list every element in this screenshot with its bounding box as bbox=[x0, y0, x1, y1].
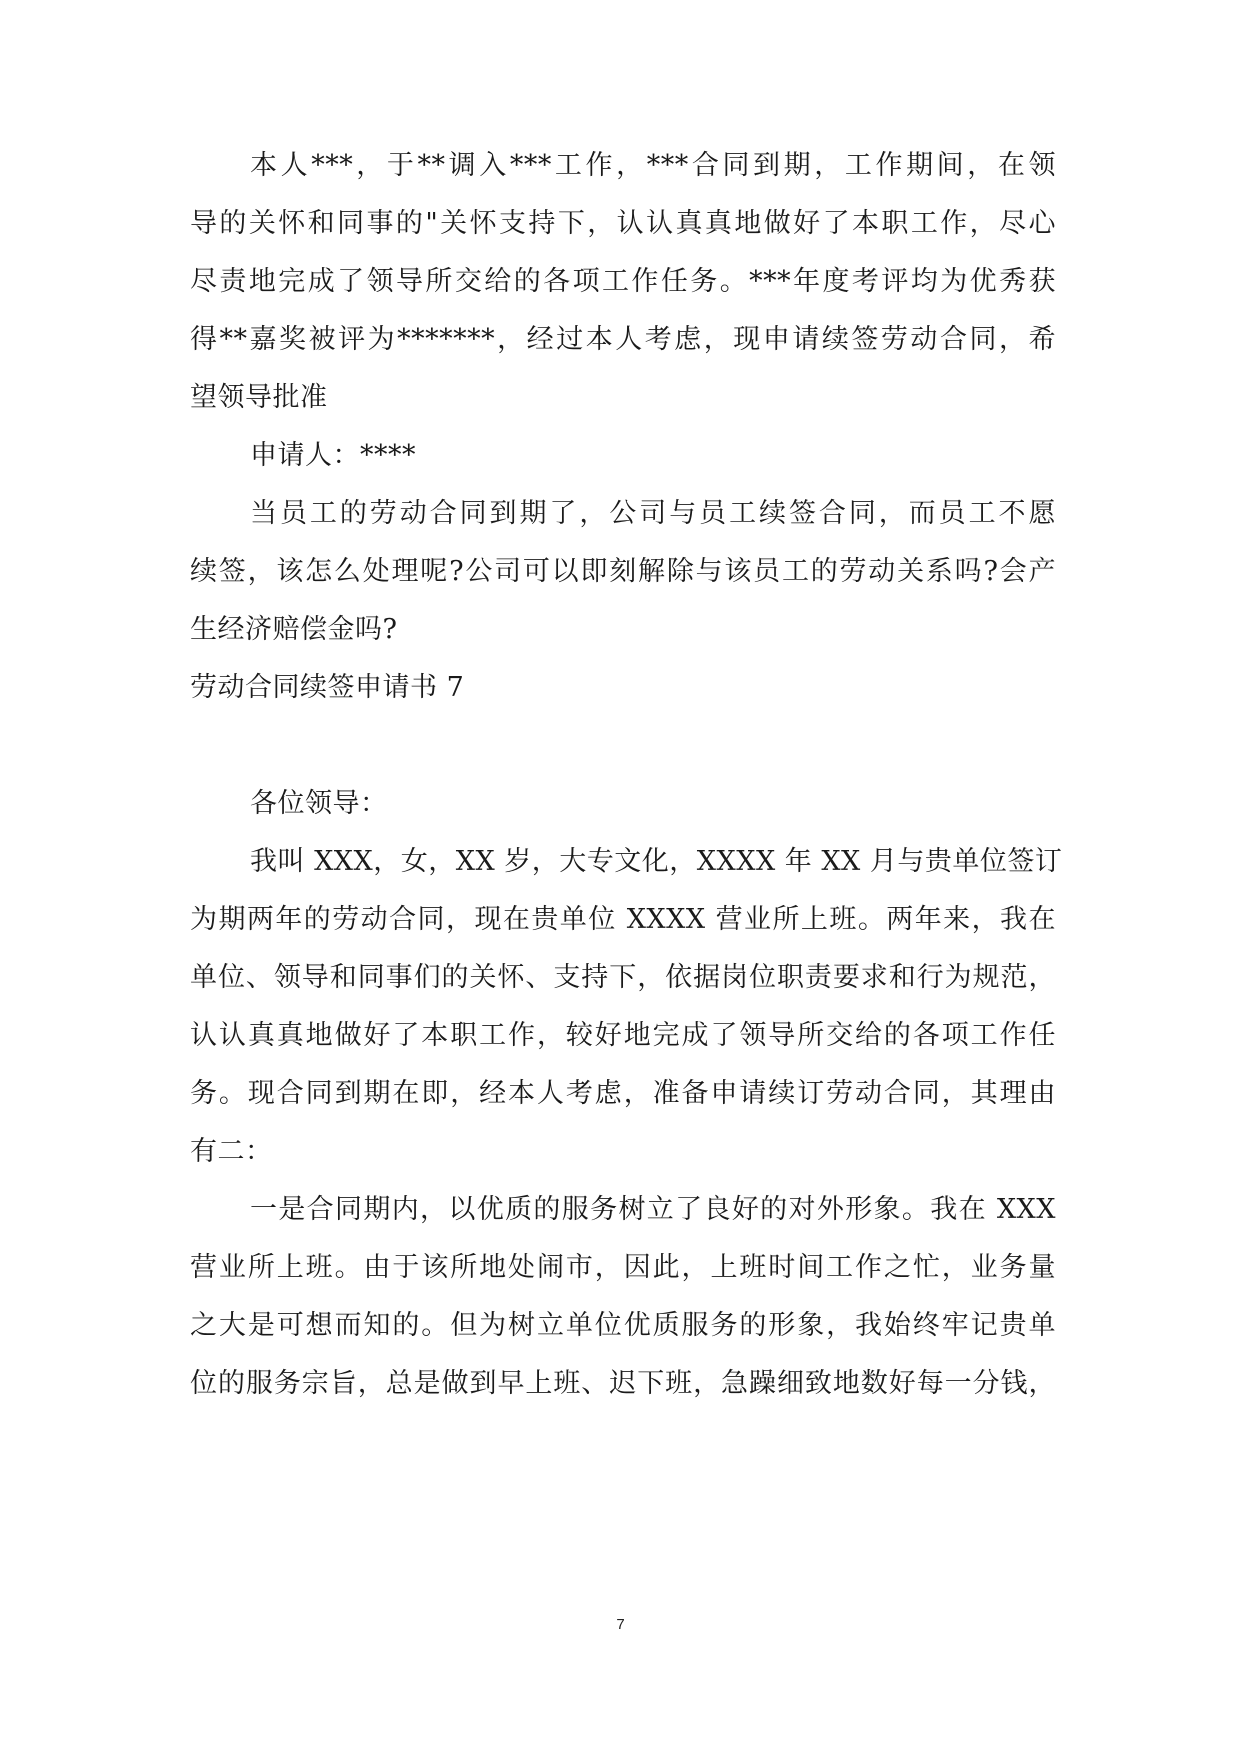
paragraph-1-line-3: 尽责地完成了领导所交给的各项工作任务。***年度考评均为优秀获 bbox=[190, 266, 1056, 297]
paragraph-2-line-3: 生经济赔偿金吗? bbox=[190, 614, 398, 645]
paragraph-3-line-1: 我叫 XXX，女，XX 岁，大专文化，XXXX 年 XX 月与贵单位签订 bbox=[250, 846, 1063, 877]
paragraph-1-line-5: 望领导批准 bbox=[190, 382, 328, 413]
paragraph-3-line-4: 认认真真地做好了本职工作，较好地完成了领导所交给的各项工作任 bbox=[190, 1020, 1056, 1051]
paragraph-3-line-6: 有二： bbox=[190, 1136, 273, 1167]
paragraph-1-line-1: 本人***，于**调入***工作，***合同到期，工作期间，在领 bbox=[250, 150, 1056, 181]
paragraph-3-line-2: 为期两年的劳动合同，现在贵单位 XXXX 营业所上班。两年来，我在 bbox=[190, 904, 1056, 935]
applicant-line: 申请人：**** bbox=[250, 440, 416, 471]
page-number: 7 bbox=[616, 1616, 625, 1633]
salutation: 各位领导： bbox=[250, 788, 388, 819]
paragraph-4-line-2: 营业所上班。由于该所地处闹市，因此，上班时间工作之忙，业务量 bbox=[190, 1252, 1056, 1283]
paragraph-1-line-2: 导的关怀和同事的"关怀支持下，认认真真地做好了本职工作，尽心 bbox=[190, 208, 1056, 239]
paragraph-4-line-3: 之大是可想而知的。但为树立单位优质服务的形象，我始终牢记贵单 bbox=[190, 1310, 1056, 1341]
paragraph-3-line-3: 单位、领导和同事们的关怀、支持下，依据岗位职责要求和行为规范， bbox=[190, 962, 1056, 993]
paragraph-3-line-5: 务。现合同到期在即，经本人考虑，准备申请续订劳动合同，其理由 bbox=[190, 1078, 1056, 1109]
paragraph-4-line-4: 位的服务宗旨，总是做到早上班、迟下班，急躁细致地数好每一分钱， bbox=[190, 1368, 1056, 1399]
paragraph-1-line-4: 得**嘉奖被评为*******，经过本人考虑，现申请续签劳动合同，希 bbox=[190, 324, 1056, 355]
paragraph-4-line-1: 一是合同期内，以优质的服务树立了良好的对外形象。我在 XXX bbox=[250, 1194, 1056, 1225]
paragraph-2-line-2: 续签，该怎么处理呢?公司可以即刻解除与该员工的劳动关系吗?会产 bbox=[190, 556, 1056, 587]
section-title: 劳动合同续签申请书 7 bbox=[190, 672, 465, 703]
paragraph-2-line-1: 当员工的劳动合同到期了，公司与员工续签合同，而员工不愿 bbox=[250, 498, 1056, 529]
